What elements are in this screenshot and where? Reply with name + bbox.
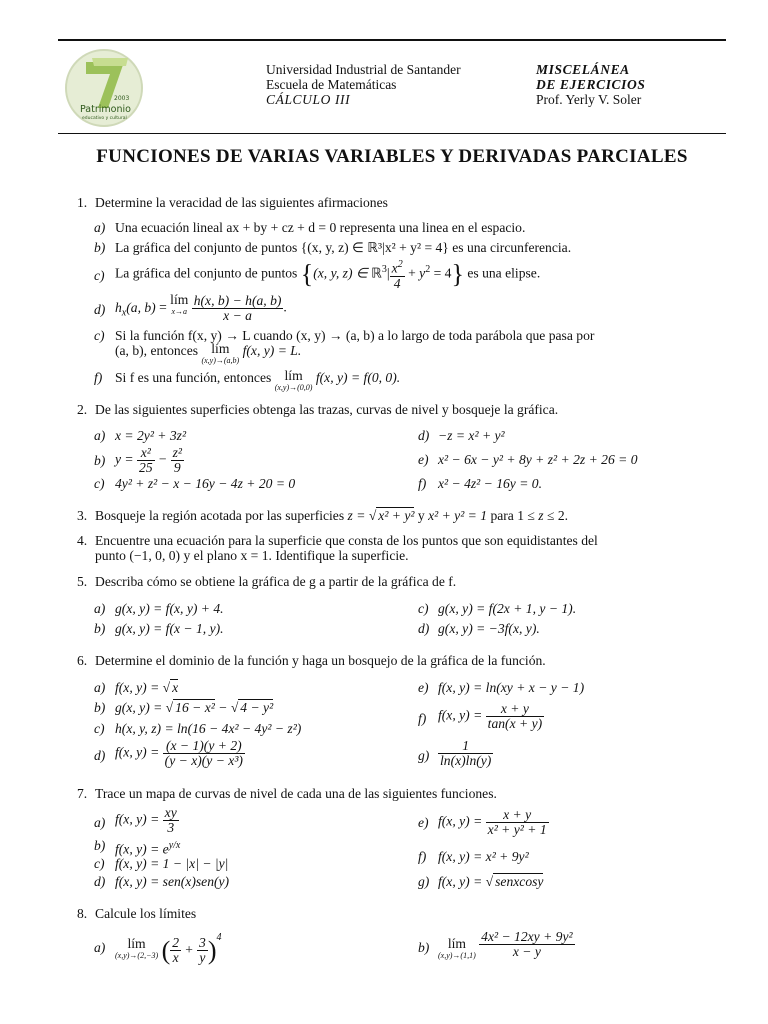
- q2-c-label: c): [94, 476, 105, 491]
- course-name: CÁLCULO III: [266, 92, 351, 107]
- school-name: Escuela de Matemáticas: [266, 77, 397, 92]
- university-name: Universidad Industrial de Santander: [266, 62, 461, 77]
- q1-f-label: f): [94, 370, 103, 385]
- q6-f-formula: f(x, y) = $\frac{x + y}{\tan(x + y)}$: [438, 701, 543, 731]
- q6-a-formula: f(x, y) = √ x: [115, 680, 179, 695]
- svg-text:Patrimonio: Patrimonio: [80, 104, 131, 115]
- q1-c-suffix: es una elipse.: [467, 265, 541, 281]
- q7-f-label: f): [418, 849, 427, 864]
- q1-b-text: La gráfica del conjunto de puntos {(x, y, z) ∈ ℝ³|x² + y² = 4} es una circunferencia.: [115, 240, 572, 255]
- q8-number: 8.: [77, 906, 88, 921]
- q8-a-label: a): [94, 940, 106, 955]
- q6-number: 6.: [77, 653, 88, 668]
- q4-line1: Encuentre una ecuación para la superficie que consta de los puntos que son equidistantes del: [95, 533, 598, 548]
- q6-f-label: f): [418, 711, 427, 726]
- q1-f-prefix: Si f es una función, entonces: [115, 370, 272, 385]
- q6-c-label: c): [94, 721, 105, 736]
- q7-number: 7.: [77, 786, 88, 801]
- q7-e-formula: f(x, y) = $\frac{x + y}{\text{x² + y² + 1}}$: [438, 807, 547, 837]
- q6-d-label: d): [94, 748, 106, 763]
- q2-c-formula: 4y² + z² − x − 16y − 4z + 20 = 0: [115, 476, 296, 491]
- q6-g-formula: $\frac{1}{\ln(x)\ln(y)}$: [440, 738, 492, 768]
- svg-text:2003: 2003: [114, 95, 130, 102]
- q7-d-formula: f(x, y) = sen(x)sen(y): [115, 874, 230, 889]
- q2-b-formula: y = $\frac{\text{x²}}{25}$ − $\frac{\text{z²}}{9}$: [115, 445, 182, 475]
- q6-text: Determine el dominio de la función y haga un bosquejo de la gráfica de la función.: [95, 653, 546, 668]
- header-rule: [58, 133, 726, 134]
- top-rule: [58, 39, 726, 41]
- university-logo: [64, 48, 146, 128]
- q1-a-label: a): [94, 220, 106, 235]
- q2-a-formula: x = 2y² + 3z²: [115, 428, 187, 443]
- q7-a-label: a): [94, 815, 106, 830]
- q1-e-line1: Si la función f(x, y) → L cuando (x, y) → (a, b) a lo largo de toda parábola que pasa por: [115, 328, 595, 343]
- q5-c-formula: g(x, y) = f(2x + 1, y − 1).: [438, 601, 577, 616]
- q3-text-prefix: Bosqueje la región acotada por las superficies: [95, 508, 345, 523]
- q2-a-label: a): [94, 428, 106, 443]
- q1-c-label: c): [94, 268, 105, 283]
- q1-e-line2: (a, b), entonces lím (x,y)→(a,b) f(x, y) = L.: [115, 341, 302, 365]
- q1-c-prefix: La gráfica del conjunto de puntos: [115, 265, 298, 281]
- q2-d-label: d): [418, 428, 430, 443]
- q5-a-label: a): [94, 601, 106, 616]
- q1-c-text: La gráfica del conjunto de puntos {(x, y, z) ∈ ℝ$^3$| $\frac{x^2}{4}$ + $y^2 = 4$} es una elipse.: [115, 259, 541, 291]
- q1-e-line2-text: (a, b), entonces: [115, 343, 199, 358]
- q5-d-label: d): [418, 621, 430, 636]
- q2-number: 2.: [77, 402, 88, 417]
- q2-e-label: e): [418, 452, 429, 467]
- q7-d-label: d): [94, 874, 106, 889]
- q7-c-label: c): [94, 856, 105, 871]
- q8-a-formula: lím (x,y)→(2,−3) ( $\frac{2}{x}$ + $\frac{3}{y}$ )$^4$: [115, 932, 222, 966]
- q5-a-formula: g(x, y) = f(x, y) + 4.: [115, 601, 224, 616]
- q5-c-label: c): [418, 601, 429, 616]
- doc-type-line1: MISCELÁNEA: [536, 62, 630, 77]
- q1-d-formula: $h_x(a$, b) = lím x→a $\frac{h(x, b) - h(a, b)}{x - a}$ .: [115, 292, 287, 323]
- q1-d-label: d): [94, 302, 106, 317]
- q2-b-label: b): [94, 453, 106, 468]
- q8-text: Calcule los límites: [95, 906, 197, 921]
- q6-e-formula: f(x, y) = ln(xy + x − y − 1): [438, 680, 585, 695]
- q7-b-label: b): [94, 838, 106, 853]
- q2-f-formula: x² − 4z² − 16y = 0.: [438, 476, 543, 491]
- q7-f-formula: f(x, y) = x² + 9y²: [438, 849, 529, 864]
- q8-b-formula: lím (x,y)→(1,1) $\frac{\text{4x² − 12xy + 9y²}}{x - y}$: [438, 929, 573, 960]
- q1-number: 1.: [77, 195, 88, 210]
- q2-text: De las siguientes superficies obtenga las trazas, curvas de nivel y bosqueje la gráfica.: [95, 402, 559, 417]
- q3-text: Bosqueje la región acotada por las superficies z = √ x² + y² y x² + y² = 1 para 1 ≤ z ≤ 2.: [95, 508, 569, 523]
- q5-d-formula: g(x, y) = −3f(x, y).: [438, 621, 540, 636]
- q2-f-label: f): [418, 476, 427, 491]
- professor-name: Prof. Yerly V. Soler: [536, 92, 642, 107]
- q2-d-formula: −z = x² + y²: [438, 428, 505, 443]
- doc-type-line2: DE EJERCICIOS: [536, 77, 646, 92]
- q6-e-label: e): [418, 680, 429, 695]
- q1-b-label: b): [94, 240, 106, 255]
- q1-text: Determine la veracidad de las siguientes afirmaciones: [95, 195, 388, 210]
- svg-text:educativo y cultural: educativo y cultural: [82, 116, 127, 121]
- q2-e-formula: x² − 6x − y² + 8y + z² + 2z + 26 = 0: [438, 452, 638, 467]
- q1-f-text: Si f es una función, entonces lím (x,y)→(0,0) f(x, y) = f(0, 0).: [115, 368, 401, 392]
- q6-d-formula: f(x, y) = $\frac{(x - 1)(y + 2)}{\text{(y − x)(y − x³)}}$: [115, 738, 243, 768]
- brace-open: {: [300, 259, 314, 289]
- q7-a-formula: f(x, y) = $\frac{xy}{3}$: [115, 805, 177, 835]
- q4-number: 4.: [77, 533, 88, 548]
- q5-b-label: b): [94, 621, 106, 636]
- q4-line2: punto (−1, 0, 0) y el plano x = 1. Identifique la superficie.: [95, 548, 409, 563]
- q3-number: 3.: [77, 508, 88, 523]
- header-doc-info: [536, 62, 645, 107]
- q5-b-formula: g(x, y) = f(x − 1, y).: [115, 621, 224, 636]
- q1-c-fraction: $\frac{x^2}{4}$: [391, 259, 403, 291]
- page-title: FUNCIONES DE VARIAS VARIABLES Y DERIVADAS PARCIALES: [96, 146, 688, 167]
- q6-b-formula: g(x, y) = √ 16 − x² − √ 4 − y²: [115, 700, 274, 715]
- q7-g-label: g): [418, 874, 430, 889]
- q6-a-label: a): [94, 680, 106, 695]
- q7-g-formula: f(x, y) = √ senxcosy: [438, 874, 544, 889]
- q5-number: 5.: [77, 574, 88, 589]
- q6-b-label: b): [94, 700, 106, 715]
- brace-close: }: [451, 259, 464, 289]
- q7-text: Trace un mapa de curvas de nivel de cada una de las siguientes funciones.: [95, 786, 497, 801]
- q1-a-text: Una ecuación lineal ax + by + cz + d = 0 representa una linea en el espacio.: [115, 220, 526, 235]
- q5-text: Describa cómo se obtiene la gráfica de g a partir de la gráfica de f.: [95, 574, 457, 589]
- q7-b-formula: f(x, $y) = e^{y/x}$: [115, 840, 181, 857]
- q7-e-label: e): [418, 815, 429, 830]
- q6-g-label: g): [418, 748, 430, 763]
- q1-e-label: c): [94, 328, 105, 343]
- q7-c-formula: f(x, y) = 1 − |x| − |y|: [115, 856, 229, 871]
- q8-b-label: b): [418, 940, 430, 955]
- q6-c-formula: h(x, y, z) = ln(16 − 4x² − 4y² − z²): [115, 721, 302, 736]
- header-institution: [266, 62, 461, 107]
